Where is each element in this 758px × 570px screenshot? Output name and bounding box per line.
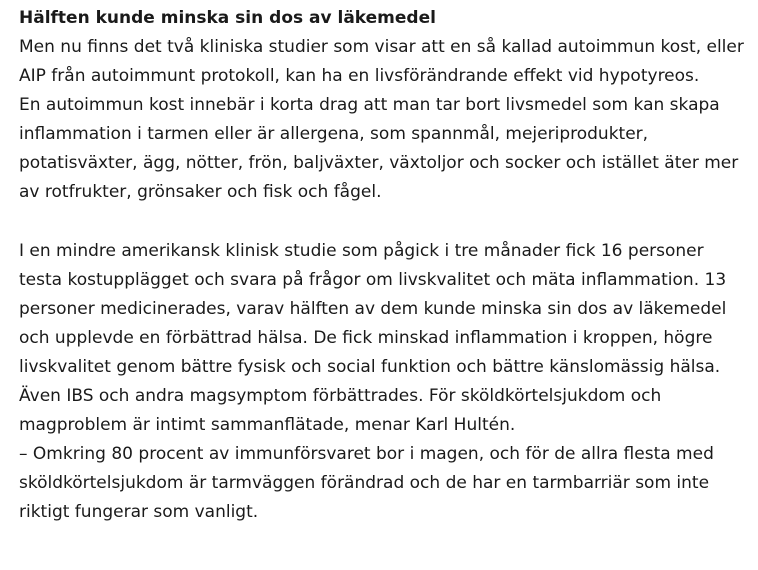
- paragraph-study: I en mindre amerikansk klinisk studie som pågick i tre månader fick 16 personer testa kostupplägget och svara på frågor om livskvalitet och mäta inflammation. 13 personer medicinerades, varav hälften av dem kunde minska sin dos av läkemedel och upplevde en förbättrad hälsa. De fick minskad inflammation i kroppen, högre livskvalitet genom bättre fysisk och social funktion och bättre känslomässig hälsa. Även IBS och andra magsymptom förbättrades. För sköldkörtelsjukdom och magproblem är intimt sammanflätade, menar Karl Hultén.: [19, 240, 727, 436]
- paragraph-diet: En autoimmun kost innebär i korta drag att man tar bort livsmedel som kan skapa inflammation i tarmen eller är allergena, som spannmål, mejeriprodukter, potatisväxter, ägg, nötter, frön, baljväxter, växtoljor och socker och istället äter mer av rotfrukter, grönsaker och fisk och fågel.: [19, 95, 739, 203]
- paragraph-spacer: [19, 208, 748, 237]
- paragraph-quote: – Omkring 80 procent av immunförsvaret bor i magen, och för de allra flesta med sköldkörtelsjukdom är tarmväggen förändrad och de har en tarmbarriär som inte riktigt fungerar som vanligt.: [19, 444, 714, 523]
- paragraph-intro: Men nu finns det två kliniska studier som visar att en så kallad autoimmun kost, eller AIP från autoimmunt protokoll, kan ha en livsförändrande effekt vid hypotyreos.: [19, 37, 744, 87]
- section-heading: Hälften kunde minska sin dos av läkemedel: [19, 8, 436, 28]
